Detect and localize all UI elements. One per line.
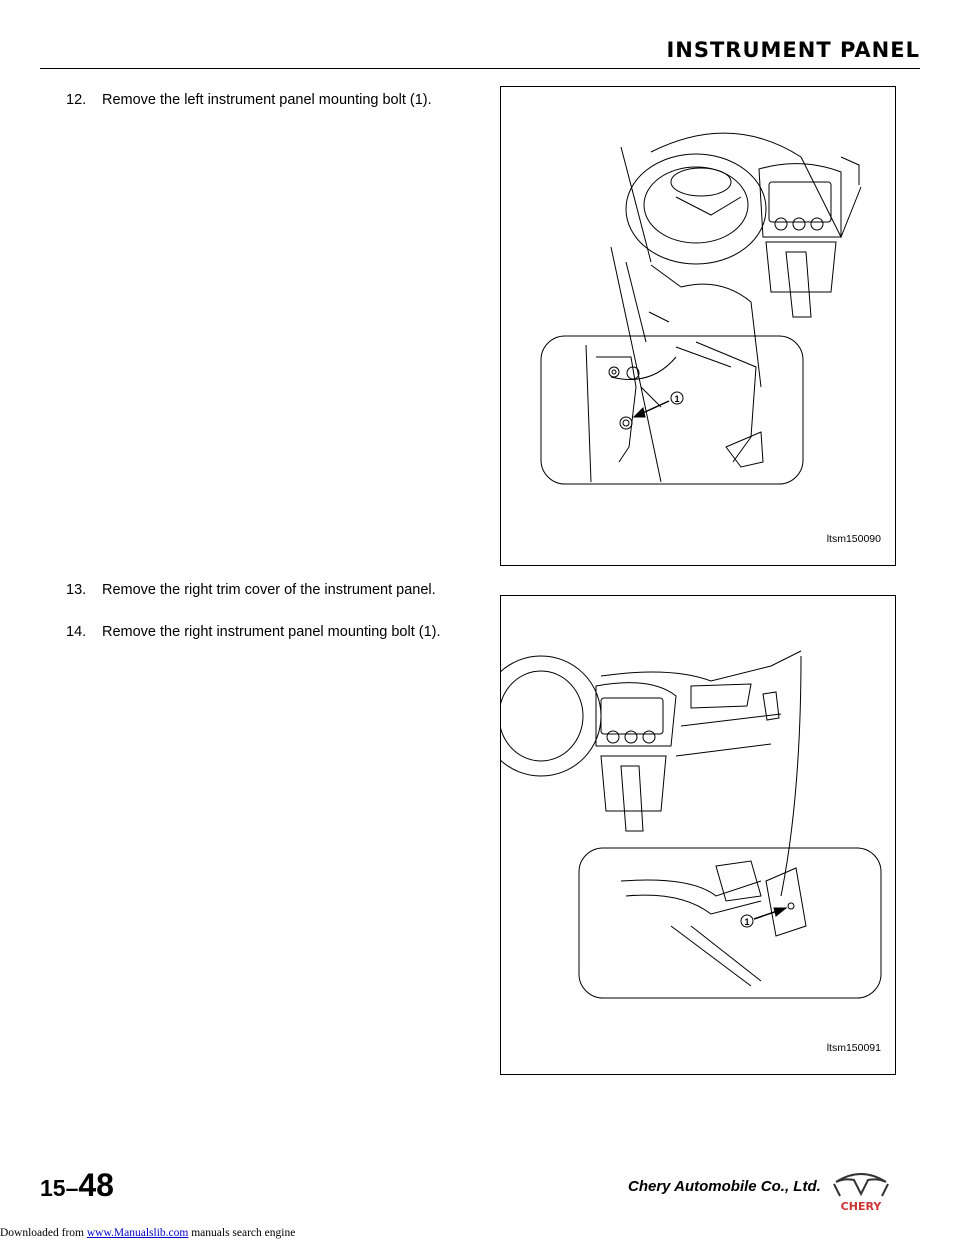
figure-right-bolt: [500, 595, 896, 1075]
page-header-title: INSTRUMENT PANEL: [666, 38, 920, 62]
download-notice: [0, 1227, 295, 1239]
logo-text: CHERY: [840, 1200, 882, 1213]
callout-number: 1: [674, 394, 680, 404]
dashboard-illustration-right: [501, 596, 895, 1074]
download-prefix: Downloaded from: [0, 1227, 84, 1239]
company-name: Chery Automobile Co., Ltd.: [628, 1178, 821, 1195]
page-num: 48: [78, 1167, 114, 1203]
callout-number: 1: [744, 917, 750, 927]
chery-logo: [826, 1168, 896, 1219]
step-text: Remove the left instrument panel mounting bolt (1).: [102, 92, 432, 108]
figure-left-bolt: [500, 86, 896, 566]
section-number: 15–: [40, 1175, 79, 1201]
step-text: Remove the right trim cover of the instrument panel.: [102, 582, 436, 598]
step-number: 12.: [66, 92, 87, 108]
download-suffix: manuals search engine: [191, 1227, 296, 1239]
dashboard-illustration-left: [501, 87, 895, 565]
page-number: [40, 1167, 114, 1204]
step-text: Remove the right instrument panel mounting bolt (1).: [102, 624, 441, 640]
header-divider: [40, 68, 920, 69]
chery-logo-icon: [826, 1168, 896, 1214]
figure-code: ltsm150091: [826, 1042, 881, 1054]
step-number: 14.: [66, 624, 87, 640]
step-number: 13.: [66, 582, 87, 598]
figure-code: ltsm150090: [826, 533, 881, 545]
step-12: [66, 90, 462, 111]
step-14: [66, 622, 462, 643]
manualslib-link[interactable]: www.Manualslib.com: [86, 1227, 189, 1239]
step-13: [66, 580, 462, 601]
